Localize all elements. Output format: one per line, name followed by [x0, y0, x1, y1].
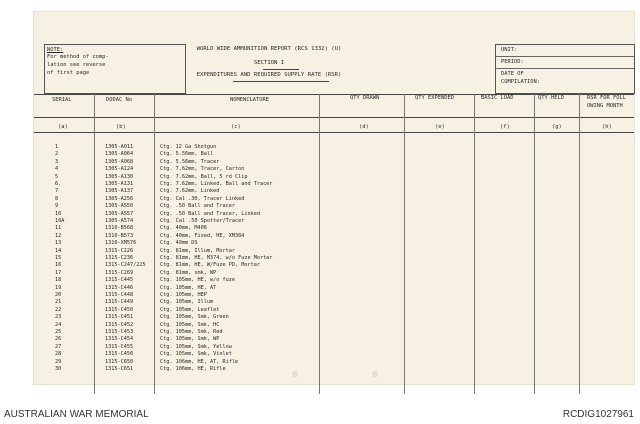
nomenclature-cell: Ctg. 105mm, HE, AT [160, 284, 217, 291]
dodac-cell: 1315-C236 [105, 255, 134, 261]
serial-cell: 9 [55, 203, 59, 210]
table-row [34, 188, 634, 195]
nomenclature-cell: Ctg. 105mm, HEP [160, 292, 207, 298]
table-row [34, 285, 634, 292]
serial-cell: 28 [55, 351, 62, 358]
nomenclature-cell: Ctg. 7.62mm, Tracer, Carton [160, 166, 245, 173]
col-letter-g: (g) [552, 124, 562, 130]
serial-cell: 18 [55, 277, 62, 284]
serial-cell: 22 [55, 306, 62, 313]
section-underline [263, 69, 299, 70]
table-row [34, 314, 634, 321]
serial-cell: 27 [55, 343, 62, 350]
nomenclature-cell: Ctg. 81mm, Illum, Mortar [160, 247, 235, 254]
nomenclature-cell: Ctg. 7.62mm, Ball, 5 rd Clip [160, 173, 248, 180]
serial-cell: 17 [55, 269, 62, 276]
info-box [495, 44, 635, 94]
col-letter-b: (b) [116, 124, 126, 130]
dodac-cell: 1305-A256 [105, 195, 134, 202]
serial-cell: 4 [55, 166, 59, 173]
table-row [34, 225, 634, 232]
table-row [34, 174, 634, 181]
dodac-cell: 1305-A124 [105, 166, 134, 173]
report-title: WORLD WIDE AMMUNITION REPORT (RCS 1332) (U) [196, 46, 342, 52]
dodac-cell: 1315-C448 [105, 292, 134, 298]
serial-cell: 15 [55, 255, 62, 261]
table-row [34, 233, 634, 240]
table-row [34, 181, 634, 188]
nomenclature-cell: Ctg. 81mm, smk, WP [160, 269, 217, 276]
dodac-cell: 1315-C650 [105, 358, 134, 365]
serial-cell: 6. [55, 181, 62, 187]
col-nomenclature-header: NOMENCLATURE [230, 97, 269, 103]
serial-cell: 23 [55, 314, 62, 321]
table-row [34, 366, 634, 373]
nomenclature-cell: Ctg. 105mm, Smk, HC [160, 321, 220, 328]
table-row [34, 211, 634, 218]
header-rule [34, 117, 634, 118]
col-qty-held-header: QTY HELD [538, 95, 564, 101]
serial-cell: 16 [55, 262, 62, 269]
note-line-2: lation see reverse [47, 62, 106, 68]
serial-cell: 12 [55, 232, 62, 239]
col-basic-load-header: BASIC LOAD [481, 95, 514, 101]
nomenclature-cell: Ctg. 81mm, HE, M374, w/o Fuze Mortar [160, 255, 273, 261]
dodac-cell: 1305-A068 [105, 158, 134, 165]
period-label: PERIOD: [501, 59, 524, 65]
dodac-cell: 1305-A137 [105, 188, 134, 195]
col-letter-a: (a) [58, 124, 68, 130]
col-rsr-header-line1: RSR FOR FOLL [587, 95, 626, 101]
dodac-cell: 1315-C454 [105, 336, 134, 343]
col-letter-h: (h) [602, 124, 612, 130]
dodac-cell: 1315-C455 [105, 343, 134, 350]
note-line-1: For method of comp- [47, 54, 109, 60]
dodac-cell: 1305-A131 [105, 181, 134, 187]
table-row [34, 277, 634, 284]
table-row [34, 255, 634, 262]
unit-label: UNIT: [501, 47, 518, 53]
table-row [34, 351, 634, 358]
serial-cell: 30 [55, 366, 62, 372]
table-row [34, 292, 634, 299]
dodac-cell: 1305-A574 [105, 218, 134, 224]
nomenclature-cell: Ctg. 5.56mm, Ball [160, 151, 214, 158]
nomenclature-cell: Ctg. Cal .30, Tracer Linked [160, 195, 245, 202]
col-qty-drawn-header: QTY DRAWN [350, 95, 380, 101]
nomenclature-cell: Ctg. 106mm, HE, AT, Rifle [160, 358, 239, 365]
table-row [34, 166, 634, 173]
report-form [34, 12, 634, 384]
dodac-cell: 1315-C226 [105, 247, 134, 254]
serial-cell: 13 [55, 240, 62, 247]
note-box [44, 44, 186, 94]
date-label-line2: COMPILATION: [501, 79, 540, 85]
dodac-cell: 1315-C451 [105, 314, 134, 321]
serial-cell: 10A [55, 218, 65, 224]
nomenclature-cell: Ctg. 12 Ga Shotgun [160, 144, 217, 150]
dodac-cell: 1310-B573 [105, 232, 134, 239]
nomenclature-cell: Ctg. 105mm, Illum [160, 299, 214, 306]
table-row [34, 307, 634, 314]
table-row [34, 218, 634, 225]
table-row [34, 151, 634, 158]
table-row [34, 203, 634, 210]
serial-cell: 20 [55, 292, 62, 298]
nomenclature-cell: Ctg. 40mm, M406 [160, 225, 207, 232]
serial-cell: 5 [55, 173, 59, 180]
nomenclature-cell: Ctg. Cal .50 Spotter/Tracer [160, 218, 245, 224]
table-row [34, 270, 634, 277]
dodac-cell: 1305-A064 [105, 151, 134, 158]
serial-cell: 14 [55, 247, 62, 254]
nomenclature-cell: Ctg. 40mm, Fixed, HE, XM384 [160, 232, 245, 239]
nomenclature-cell: Ctg. 81mm, HE, W/Fuze PD, Mortar [160, 262, 260, 269]
serial-cell: 25 [55, 329, 62, 335]
dodac-cell: 1310-XM576 [105, 240, 137, 247]
dodac-cell: 1315-C450 [105, 306, 134, 313]
serial-cell: 19 [55, 284, 62, 291]
punch-hole [292, 371, 298, 377]
serial-cell: 1 [55, 144, 59, 150]
serial-cell: 24 [55, 321, 62, 328]
col-serial-header: SERIAL [52, 97, 72, 103]
dodac-cell: 1305-A011 [105, 144, 134, 150]
serial-cell: 29 [55, 358, 62, 365]
table-row [34, 196, 634, 203]
subtitle-underline [233, 81, 329, 82]
dodac-cell: 1315-C446 [105, 284, 134, 291]
serial-cell: 7 [55, 188, 59, 195]
serial-cell: 10 [55, 210, 62, 217]
nomenclature-cell: Ctg. .50 Ball and Tracer, Linked [160, 210, 260, 217]
dodac-cell: 1305-A130 [105, 173, 134, 180]
table-row [34, 329, 634, 336]
col-letter-c: (c) [231, 124, 241, 130]
dodac-cell: 1315-C269 [105, 269, 134, 276]
dodac-cell: 1315-C452 [105, 321, 134, 328]
section-title: SECTION I [253, 60, 285, 66]
nomenclature-cell: Ctg. 7.62mm, Linked, Ball and Tracer [160, 181, 273, 187]
note-line-3: of first page [47, 70, 90, 76]
dodac-cell: 1315-C449 [105, 299, 134, 306]
nomenclature-cell: Ctg. .50 Ball and Tracer [160, 203, 235, 210]
table-row [34, 322, 634, 329]
subheader-rule [34, 132, 634, 133]
dodac-cell: 1305-A550 [105, 203, 134, 210]
serial-cell: 26 [55, 336, 62, 343]
dodac-cell: 1315-C651 [105, 366, 134, 372]
table-row [34, 159, 634, 166]
col-letter-d: (d) [359, 124, 369, 130]
date-label-line1: DATE OF [501, 71, 524, 77]
table-row [34, 262, 634, 269]
col-rsr-header-line2: OWING MONTH [587, 103, 623, 109]
dodac-cell: 1315-C456 [105, 351, 134, 358]
nomenclature-cell: Ctg. 40mm DS [160, 240, 198, 247]
nomenclature-cell: Ctg. 105mm, Smk, Yellow [160, 343, 232, 350]
col-letter-f: (f) [500, 124, 510, 130]
nomenclature-cell: Ctg. 106mm, HE, Rifle [160, 366, 226, 372]
nomenclature-cell: Ctg. 105mm, Leaflet [160, 306, 220, 313]
col-letter-e: (e) [435, 124, 445, 130]
dodac-cell: 1315-C445 [105, 277, 134, 284]
note-label: NOTE: [47, 47, 64, 53]
table-row [34, 240, 634, 247]
table-row [34, 344, 634, 351]
archive-id: RCDIG1027961 [562, 409, 634, 420]
col-dodac-header: DODAC No [106, 97, 132, 103]
dodac-cell: 1315-C247/225 [105, 262, 146, 269]
dodac-cell: 1305-A557 [105, 210, 134, 217]
table-row [34, 359, 634, 366]
nomenclature-cell: Ctg. 7.62mm, Linked [160, 188, 220, 195]
table-row [34, 299, 634, 306]
serial-cell: 8 [55, 195, 59, 202]
nomenclature-cell: Ctg. 5.56mm, Tracer [160, 158, 220, 165]
serial-cell: 21 [55, 299, 62, 306]
table-row [34, 248, 634, 255]
archive-credit: AUSTRALIAN WAR MEMORIAL [4, 409, 149, 420]
serial-cell: 2 [55, 151, 59, 158]
info-divider [496, 56, 634, 57]
table-row [34, 144, 634, 151]
nomenclature-cell: Ctg. 105mm, Smk, Violet [160, 351, 232, 358]
serial-cell: 3 [55, 158, 59, 165]
nomenclature-cell: Ctg. 105mm, Smk, Green [160, 314, 229, 321]
col-qty-expended-header: QTY EXPENDED [415, 95, 454, 101]
serial-cell: 11 [55, 225, 62, 232]
nomenclature-cell: Ctg. 105mm, Smk, Red [160, 329, 223, 335]
table-row [34, 336, 634, 343]
dodac-cell: 1315-C453 [105, 329, 134, 335]
punch-hole [372, 371, 378, 377]
nomenclature-cell: Ctg. 105mm, HE, w/o fuze [160, 277, 235, 284]
info-divider [496, 68, 634, 69]
dodac-cell: 1310-B568 [105, 225, 134, 232]
section-subtitle: EXPENDITURES AND REQUIRED SUPPLY RATE (RSR) [196, 72, 342, 78]
nomenclature-cell: Ctg. 105mm, Smk, WP [160, 336, 220, 343]
